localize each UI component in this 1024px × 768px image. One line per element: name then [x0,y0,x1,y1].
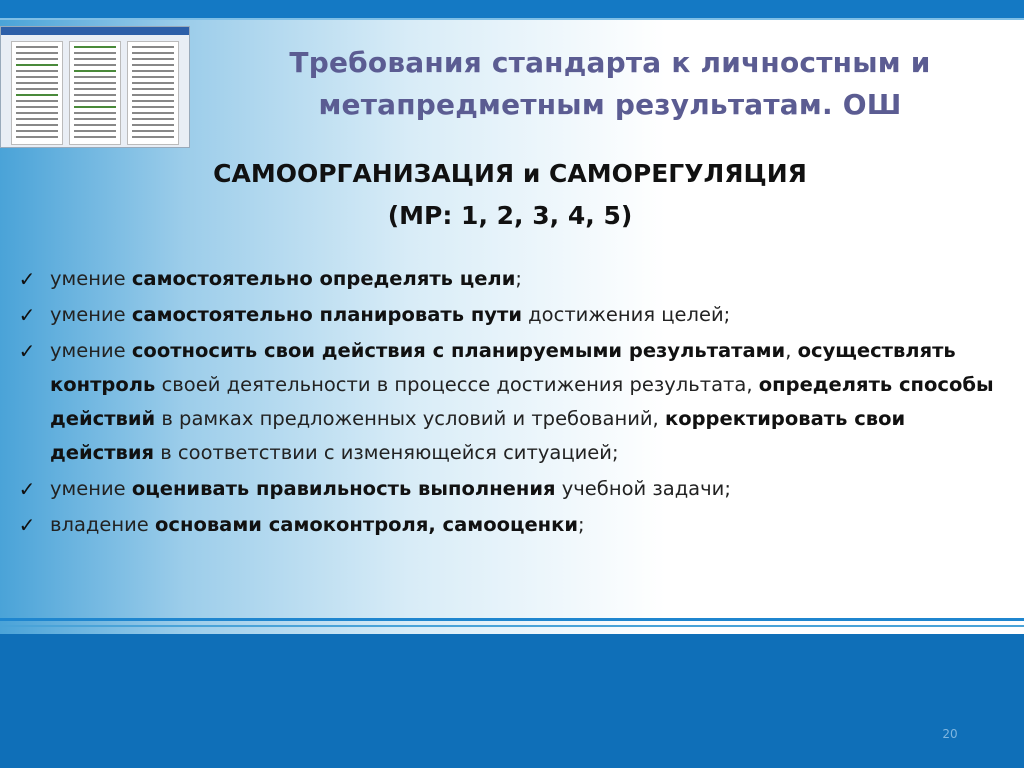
checkmark-icon: ✓ [18,477,36,501]
bold-text: соотносить свои действия с планируемыми результатами [131,339,786,362]
bold-text: корректировать свои действия [50,407,906,464]
thumbnail-page [69,41,121,145]
text: в рамках предложенных условий и требований, [155,407,665,430]
slide-subtitle [60,153,960,237]
checkmark-icon: ✓ [18,303,36,327]
top-band [0,0,1024,18]
text: умение [50,339,132,362]
text: владение [50,513,156,536]
list-item [16,472,1014,506]
text: ; [578,513,585,536]
subtitle-line-1: САМООРГАНИЗАЦИЯ и САМОРЕГУЛЯЦИЯ [213,159,807,188]
text: умение [50,303,132,326]
bold-text: самостоятельно планировать пути [131,303,522,326]
top-band-line [0,18,1024,20]
page-number: 20 [942,727,958,741]
bottom-divider-lines [0,618,1024,632]
list-item [16,262,1014,296]
slide-title [230,42,990,126]
checkmark-icon: ✓ [18,339,36,363]
text: достижения целей; [521,303,731,326]
list-item [16,508,1014,542]
text: умение [50,477,132,500]
thumbnail-window-bar [1,27,189,35]
requirements-list [16,262,1014,544]
bold-text: осуществлять контроль [50,339,956,396]
bold-text: оценивать правильность выполнения [131,477,556,500]
checkmark-icon: ✓ [18,267,36,291]
list-item [16,334,1014,470]
text: , [785,339,798,362]
divider-line [0,625,1024,627]
thumbnail-page [11,41,63,145]
divider-line [0,618,1024,621]
document-screenshot-thumbnail [0,26,190,148]
bold-text: определять способы действий [50,373,994,430]
thumbnail-page [127,41,179,145]
text: в соответствии с изменяющейся ситуацией; [154,441,619,464]
text: умение [50,267,132,290]
subtitle-line-2: (МР: 1, 2, 3, 4, 5) [387,201,633,230]
checkmark-icon: ✓ [18,513,36,537]
bold-text: основами самоконтроля, самооценки [155,513,579,536]
slide-title-line-2: метапредметным результатам. ОШ [318,88,902,121]
text: своей деятельности в процессе достижения результата, [155,373,759,396]
bold-text: самостоятельно определять цели [131,267,516,290]
slide-title-line-1: Требования стандарта к личностным и [289,46,931,79]
bottom-band [0,634,1024,768]
text: ; [515,267,522,290]
list-item [16,298,1014,332]
text: учебной задачи; [555,477,731,500]
